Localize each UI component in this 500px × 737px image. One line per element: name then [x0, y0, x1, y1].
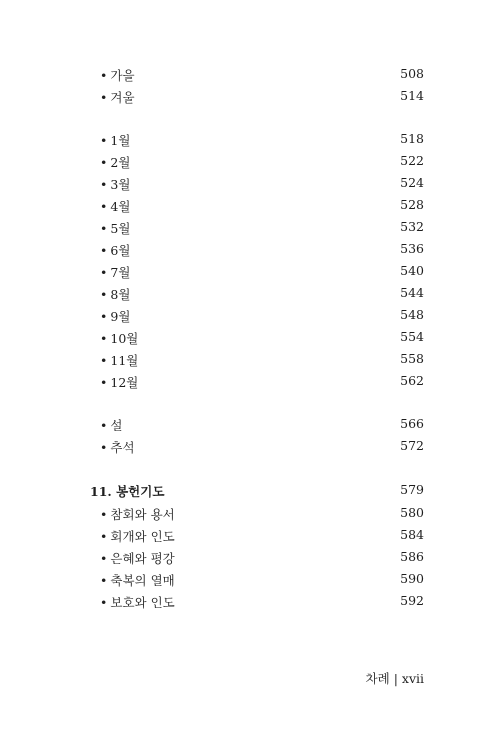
- toc-item-label: 가을: [110, 68, 135, 83]
- toc-item: [90, 351, 424, 373]
- toc-item: [90, 549, 424, 571]
- toc-item: [90, 219, 424, 241]
- bullet: •: [100, 221, 108, 236]
- toc-item: [90, 307, 424, 329]
- toc-item: [90, 329, 424, 351]
- bullet: •: [100, 440, 108, 455]
- bullet: •: [100, 331, 108, 346]
- toc-item-page: 566: [400, 416, 424, 431]
- toc-item-label: 8월: [110, 287, 131, 302]
- bullet: •: [100, 68, 108, 83]
- toc-item-page: 554: [400, 329, 424, 344]
- bullet: •: [100, 573, 108, 588]
- toc-item-page: 544: [400, 285, 424, 300]
- toc-item-label: 6월: [110, 243, 131, 258]
- toc-item-label: 겨울: [110, 90, 135, 105]
- toc-item-page: 518: [400, 131, 424, 146]
- bullet: •: [100, 155, 108, 170]
- toc-item-page: 562: [400, 373, 424, 388]
- toc-item-label: 설: [110, 418, 123, 433]
- bullet: •: [100, 375, 108, 390]
- toc-item: [90, 593, 424, 615]
- toc-item: [90, 373, 424, 395]
- toc-item: [90, 505, 424, 527]
- toc-item-label: 12월: [110, 375, 139, 390]
- toc-item: [90, 241, 424, 263]
- toc-item: [90, 131, 424, 153]
- toc-item-page: 508: [400, 66, 424, 81]
- toc-item: [90, 438, 424, 460]
- toc-item-page: 548: [400, 307, 424, 322]
- footer-section-title: 차례: [365, 671, 390, 686]
- toc-item-page: 514: [400, 88, 424, 103]
- bullet: •: [100, 133, 108, 148]
- bullet: •: [100, 90, 108, 105]
- toc-item-page: 540: [400, 263, 424, 278]
- page-footer: [366, 669, 424, 687]
- toc-chapter-page: 579: [400, 482, 424, 497]
- toc-item-page: 584: [400, 527, 424, 542]
- toc-item-label: 4월: [110, 199, 131, 214]
- toc-item-page: 522: [400, 153, 424, 168]
- toc-item-page: 580: [400, 505, 424, 520]
- toc-item-page: 590: [400, 571, 424, 586]
- toc-item-label: 1월: [110, 133, 131, 148]
- toc-item-label: 축복의 열매: [110, 573, 175, 588]
- toc-chapter-heading: [90, 482, 424, 504]
- bullet: •: [100, 507, 108, 522]
- toc-item: [90, 66, 424, 88]
- toc-item: [90, 263, 424, 285]
- toc-item-label: 11월: [110, 353, 139, 368]
- toc-item-page: 528: [400, 197, 424, 212]
- toc-item-label: 2월: [110, 155, 131, 170]
- bullet: •: [100, 418, 108, 433]
- toc-item-page: 572: [400, 438, 424, 453]
- toc-item: [90, 285, 424, 307]
- footer-separator: |: [393, 671, 398, 686]
- bullet: •: [100, 265, 108, 280]
- toc-item: [90, 175, 424, 197]
- toc-item: [90, 416, 424, 438]
- toc-item-label: 참회와 용서: [110, 507, 175, 522]
- toc-item-label: 3월: [110, 177, 131, 192]
- toc-item-label: 9월: [110, 309, 131, 324]
- footer-page-number: xvii: [401, 671, 424, 686]
- bullet: •: [100, 309, 108, 324]
- toc-item-label: 은혜와 평강: [110, 551, 175, 566]
- toc-item-page: 524: [400, 175, 424, 190]
- toc-item-page: 536: [400, 241, 424, 256]
- toc-item-page: 586: [400, 549, 424, 564]
- toc-item: [90, 153, 424, 175]
- bullet: •: [100, 551, 108, 566]
- toc-item-label: 보호와 인도: [110, 595, 175, 610]
- toc-item-page: 532: [400, 219, 424, 234]
- bullet: •: [100, 243, 108, 258]
- toc-chapter-label: 11. 봉헌기도: [90, 484, 165, 499]
- toc-item: [90, 88, 424, 110]
- toc-item: [90, 571, 424, 593]
- toc-item: [90, 197, 424, 219]
- bullet: •: [100, 287, 108, 302]
- toc-item: [90, 527, 424, 549]
- toc-item-label: 추석: [110, 440, 135, 455]
- toc-item-label: 10월: [110, 331, 139, 346]
- toc-item-label: 7월: [110, 265, 131, 280]
- toc-item-page: 558: [400, 351, 424, 366]
- bullet: •: [100, 529, 108, 544]
- toc-item-label: 5월: [110, 221, 131, 236]
- toc-item-label: 회개와 인도: [110, 529, 175, 544]
- bullet: •: [100, 199, 108, 214]
- toc-item-page: 592: [400, 593, 424, 608]
- bullet: •: [100, 353, 108, 368]
- bullet: •: [100, 595, 108, 610]
- bullet: •: [100, 177, 108, 192]
